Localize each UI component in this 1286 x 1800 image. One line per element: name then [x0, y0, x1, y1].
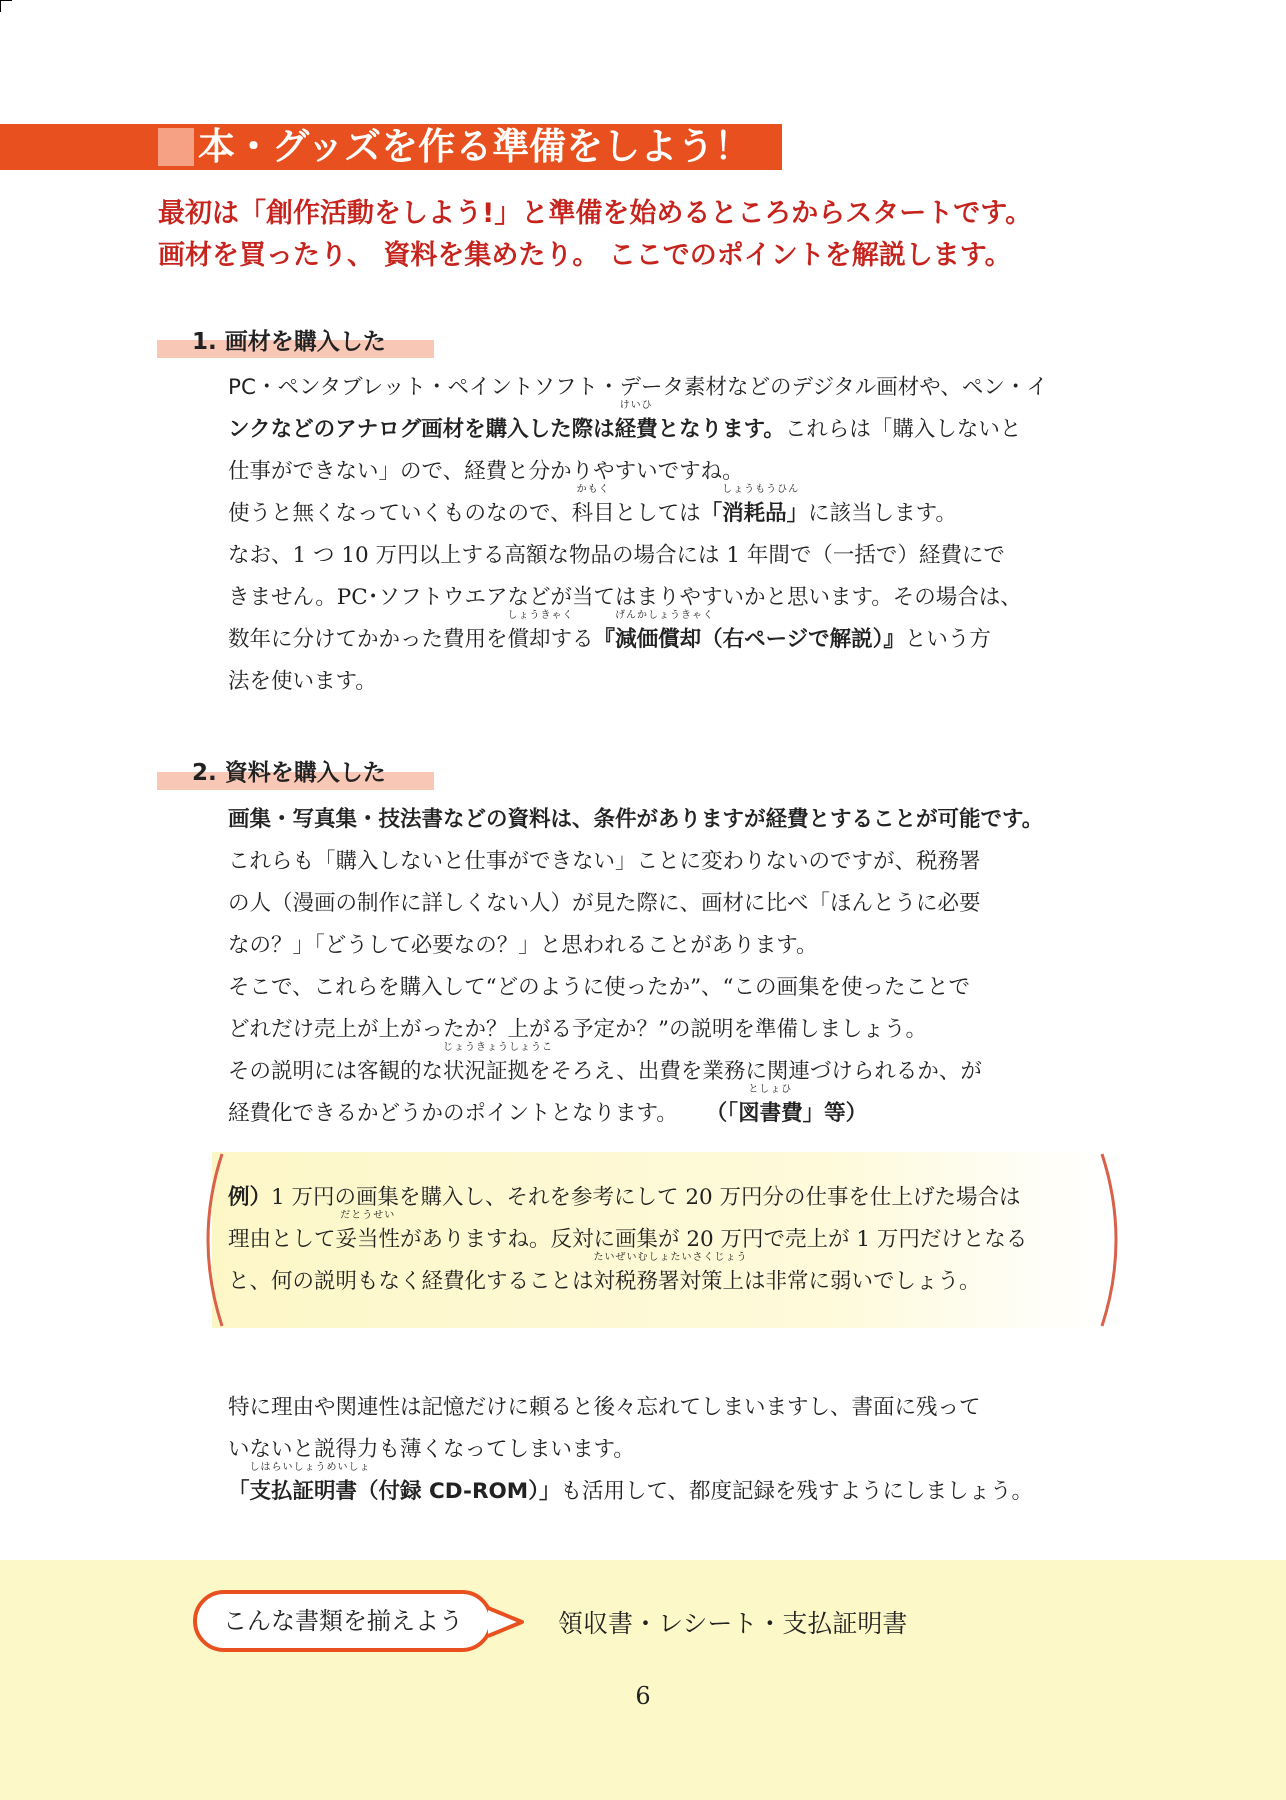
- ruby-reading: としょひ: [748, 1084, 793, 1095]
- ruby-keihi: [614, 400, 658, 443]
- section-2-line-7: [228, 1042, 1228, 1085]
- section-1-line-6: きません。PC･ソフトウエアなどが当てはまりやすいかと思います。その場合は、: [228, 585, 1022, 610]
- s1-l2-bold-b: となります。: [657, 417, 785, 442]
- s1-l7-text-a: 数年に分けてかかった費用を: [228, 627, 508, 652]
- ruby-base: 図書費: [738, 1101, 803, 1126]
- example-l1-text: 1 万円の画集を購入し、それを参考にして 20 万円分の仕事を仕上げた場合は: [271, 1185, 1021, 1210]
- section-1-line-7: [228, 610, 1228, 653]
- closing-l3-text: も活用して、都度記録を残すようにしましょう。: [560, 1479, 1034, 1504]
- ruby-base: 経費: [614, 417, 658, 442]
- s1-l2-text: これらは「購入しないと: [784, 417, 1022, 442]
- bottom-band: [0, 1560, 1286, 1800]
- s2-l1-bold: 画集・写真集・技法書などの資料は、条件がありますが経費とすることが可能です。: [228, 807, 1044, 832]
- closing-line-2: いないと説得力も薄くなってしまいます。: [228, 1437, 635, 1462]
- example-line-3: [228, 1252, 1228, 1295]
- s1-l7-text-b: する: [550, 627, 594, 652]
- left-paren-decoration: [190, 1150, 230, 1330]
- s1-l1-text: PC・ペンタブレット・ペイントソフト・データ素材などのデジタル画材や、ペン・イ: [228, 375, 1048, 400]
- ruby-shomohin: [722, 484, 800, 527]
- section-2-line-2: これらも「購入しないと仕事ができない」ことに変わりないのですが、税務署: [228, 849, 981, 874]
- example-l3-text-a: と、何の説明もなく経費化することは: [228, 1269, 594, 1294]
- ruby-jokyoshoko: [443, 1042, 554, 1085]
- s2-l8-text-a: 経費化できるかどうかのポイントとなります。: [228, 1101, 678, 1126]
- ruby-base: 対税務署対策上: [593, 1269, 745, 1294]
- section-2-line-3: の人（漫画の制作に詳しくない人）が見た際に、画材に比べ「ほんとうに必要: [228, 891, 981, 916]
- example-l2-text-a: 理由として: [228, 1227, 336, 1252]
- ruby-reading: けいひ: [619, 400, 653, 411]
- s1-l7-text-c: という方: [904, 627, 991, 652]
- ruby-reading: たいぜいむしょたいさくじょう: [593, 1252, 748, 1263]
- section-1-line-3: 仕事ができない」ので、経費と分かりやすいですね。: [228, 459, 744, 484]
- s1-l7-bracket-open: 『: [593, 627, 616, 652]
- s2-l8-bracket-close: 」等）: [802, 1101, 868, 1126]
- section-2-line-5: そこで、これらを購入して“どのように使ったか”、“この画集を使ったことで: [228, 975, 971, 1000]
- ruby-toshohi: [738, 1084, 803, 1127]
- ruby-shiharaishomeisho: [249, 1462, 371, 1505]
- crop-mark-top-left-v: [0, 0, 1, 12]
- s2-l7-text-b: をそろえ、出費を業務に関連づけられるか、が: [529, 1059, 982, 1084]
- crop-mark-top-left: [0, 0, 12, 1]
- section-2-heading: 2. 資料を購入した: [192, 760, 386, 786]
- section-2-line-8: [228, 1084, 1228, 1127]
- s2-l7-text-a: その説明には客観的な: [228, 1059, 444, 1084]
- ruby-reading: しはらいしょうめいしょ: [249, 1462, 371, 1473]
- closing-bold-post: （付録 CD-ROM）」: [357, 1479, 561, 1504]
- ruby-kamoku: [571, 484, 615, 527]
- section-1-line-2: [228, 400, 1228, 443]
- section-2-line-6: どれだけ売上が上がったか？上がる予定か？”の説明を準備しましょう。: [228, 1017, 927, 1042]
- s1-l4-text-c: に該当します。: [808, 501, 957, 526]
- ruby-base: 妥当性: [335, 1227, 401, 1252]
- ruby-genkashokyaku: [615, 610, 715, 653]
- s1-l2-bold-a: ンクなどのアナログ画材を購入した際は: [228, 417, 615, 442]
- speech-bubble-tail: [488, 1604, 528, 1640]
- ruby-base: 消耗品: [722, 501, 787, 526]
- ruby-reading: しょうもうひん: [722, 484, 800, 495]
- closing-line-3: [228, 1462, 1228, 1505]
- ruby-base: 状況証拠: [443, 1059, 530, 1084]
- section-2-line-1: [228, 802, 1228, 833]
- s1-l4-text-b: としては: [614, 501, 701, 526]
- subtitle-line-2: 画材を買ったり、 資料を集めたり。 ここでのポイントを解説します。: [158, 240, 1012, 271]
- example-label: 例）: [228, 1185, 272, 1210]
- bubble-label: こんな書類を揃えよう: [223, 1607, 463, 1635]
- subtitle-line-1: 最初は「創作活動をしよう!」と準備を始めるところからスタートです。: [158, 198, 1033, 229]
- section-2-line-4: なの？」「どうして必要なの？」と思われることがあります。: [228, 933, 818, 958]
- ruby-taizeimusho: [593, 1252, 748, 1295]
- page-title: 本・グッズを作る準備をしよう！: [198, 125, 752, 168]
- section-1-line-8: 法を使います。: [228, 669, 377, 694]
- ruby-base: 支払証明書: [249, 1479, 358, 1504]
- page-number: 6: [635, 1682, 651, 1710]
- s2-l8-bracket-open: （「: [705, 1101, 739, 1126]
- closing-line-1: 特に理由や関連性は記憶だけに頼ると後々忘れてしまいますし、書面に残って: [228, 1395, 981, 1420]
- ruby-reading: じょうきょうしょうこ: [443, 1042, 554, 1053]
- ruby-reading: かもく: [576, 484, 610, 495]
- title-square-marker: [158, 128, 194, 166]
- ruby-base: 償却: [507, 627, 551, 652]
- section-1-line-1: [228, 370, 1228, 401]
- ruby-base: 減価償却: [615, 627, 702, 652]
- section-1-line-5: なお、1 つ 10 万円以上する高額な物品の場合には 1 年間で（一括で）経費にで: [228, 543, 1005, 568]
- example-l3-text-b: は非常に弱いでしょう。: [744, 1269, 981, 1294]
- example-l2-text-b: がありますね。反対に画集が 20 万円で売上が 1 万円だけとなる: [400, 1227, 1028, 1252]
- document-list: 領収書・レシート・支払証明書: [558, 1609, 908, 1638]
- ruby-reading: げんかしょうきゃく: [615, 610, 715, 621]
- ruby-datosei: [335, 1210, 401, 1253]
- section-1-heading: 1. 画材を購入した: [192, 329, 386, 355]
- section-1-line-4: [228, 484, 1228, 527]
- s1-l4-bracket-close: 」: [786, 501, 809, 526]
- s1-l7-bold-post: （右ページで解説）』: [701, 627, 905, 652]
- ruby-reading: しょうきゃく: [507, 610, 574, 621]
- s1-l4-text-a: 使うと無くなっていくものなので、: [228, 501, 572, 526]
- s1-l4-bracket-open: 「: [700, 501, 723, 526]
- ruby-reading: だとうせい: [340, 1210, 396, 1221]
- speech-bubble: [193, 1590, 493, 1652]
- ruby-base: 科目: [571, 501, 615, 526]
- closing-bracket-open: 「: [228, 1479, 250, 1504]
